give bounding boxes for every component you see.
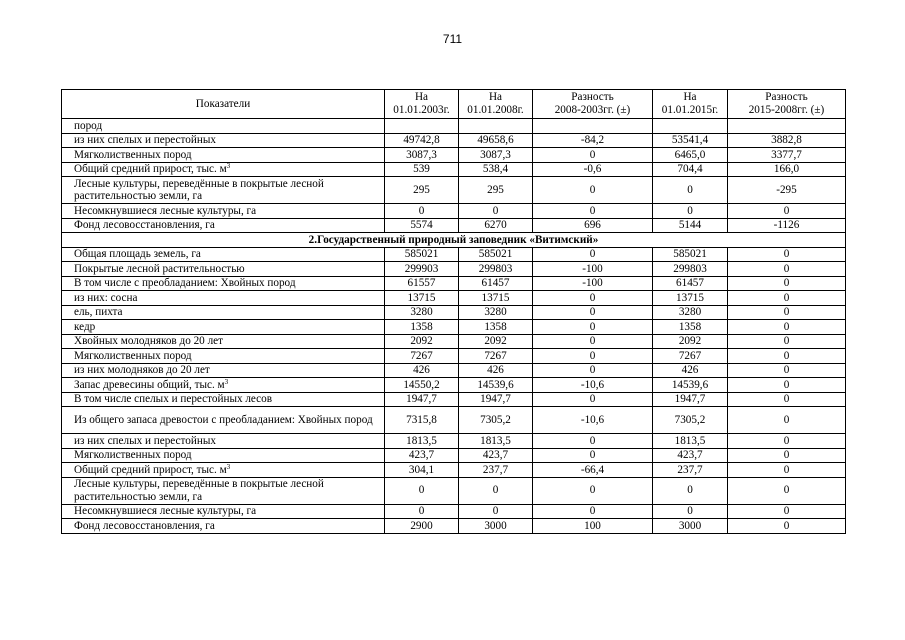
diff-2008-2003: 0 xyxy=(533,477,653,504)
diff-2015-2008: 3377,7 xyxy=(728,148,846,163)
table-row xyxy=(62,119,846,134)
row-label: В том числе спелых и перестойных лесов xyxy=(62,392,385,407)
header-2008: На 01.01.2008г. xyxy=(459,90,533,119)
table-row xyxy=(62,133,846,148)
table-row xyxy=(62,378,846,393)
value-2008: 61457 xyxy=(459,276,533,291)
diff-2015-2008: 0 xyxy=(728,363,846,378)
table-row xyxy=(62,407,846,434)
value-2003: 0 xyxy=(385,504,459,519)
value-2015: 7267 xyxy=(653,349,728,364)
diff-2008-2003: 696 xyxy=(533,218,653,233)
value-2008: 426 xyxy=(459,363,533,378)
row-label: Запас древесины общий, тыс. $м^3$ xyxy=(62,378,385,393)
value-2015: 0 xyxy=(653,204,728,219)
diff-2008-2003: -84,2 xyxy=(533,133,653,148)
row-label: Общий средний прирост, тыс. $м^3$ xyxy=(62,463,385,478)
value-2015: 704,4 xyxy=(653,162,728,177)
table-row xyxy=(62,162,846,177)
row-label: Мягколиственных пород xyxy=(62,349,385,364)
value-2008: 0 xyxy=(459,504,533,519)
row-label: В том числе с преобладанием: Хвойных пород xyxy=(62,276,385,291)
row-label: пород xyxy=(62,119,385,134)
value-2003: 0 xyxy=(385,477,459,504)
table-row xyxy=(62,434,846,449)
diff-2008-2003: -10,6 xyxy=(533,407,653,434)
value-2015: 1358 xyxy=(653,320,728,335)
row-label: Общий средний прирост, тыс. $м^3$ xyxy=(62,162,385,177)
table-row xyxy=(62,448,846,463)
table-row xyxy=(62,334,846,349)
table-row xyxy=(62,463,846,478)
row-label: Несомкнувшиеся лесные культуры, га xyxy=(62,204,385,219)
value-2008: 0 xyxy=(459,204,533,219)
value-2003: 0 xyxy=(385,204,459,219)
diff-2008-2003: -100 xyxy=(533,262,653,277)
diff-2008-2003: 0 xyxy=(533,363,653,378)
table-row xyxy=(62,276,846,291)
value-2008: 3087,3 xyxy=(459,148,533,163)
section-title: 2.Государственный природный заповедник «Витимский» xyxy=(62,233,846,248)
value-2015: 426 xyxy=(653,363,728,378)
diff-2015-2008: 0 xyxy=(728,448,846,463)
value-2008 xyxy=(459,119,533,134)
table-row xyxy=(62,477,846,504)
value-2015: 1947,7 xyxy=(653,392,728,407)
diff-2015-2008: 0 xyxy=(728,291,846,306)
row-label: из них спелых и перестойных xyxy=(62,133,385,148)
table-row xyxy=(62,392,846,407)
value-2008: 299803 xyxy=(459,262,533,277)
table-row xyxy=(62,504,846,519)
row-label: Фонд лесовосстановления, га xyxy=(62,218,385,233)
diff-2008-2003: 0 xyxy=(533,148,653,163)
value-2003: 423,7 xyxy=(385,448,459,463)
unit-superscript: 3 xyxy=(226,462,231,471)
value-2008: 585021 xyxy=(459,247,533,262)
value-2008: 49658,6 xyxy=(459,133,533,148)
value-2003: 7315,8 xyxy=(385,407,459,434)
table-row xyxy=(62,519,846,534)
value-2003: 585021 xyxy=(385,247,459,262)
value-2008: 2092 xyxy=(459,334,533,349)
header-2015: На 01.01.2015г. xyxy=(653,90,728,119)
value-2003: 2092 xyxy=(385,334,459,349)
value-2003: 3087,3 xyxy=(385,148,459,163)
value-2015: 0 xyxy=(653,177,728,204)
value-2003: 299903 xyxy=(385,262,459,277)
value-2003: 61557 xyxy=(385,276,459,291)
forest-data-table xyxy=(61,89,846,534)
diff-2015-2008: 0 xyxy=(728,463,846,478)
diff-2008-2003: 100 xyxy=(533,519,653,534)
row-label: Хвойных молодняков до 20 лет xyxy=(62,334,385,349)
value-2015: 5144 xyxy=(653,218,728,233)
row-label: из них молодняков до 20 лет xyxy=(62,363,385,378)
diff-2015-2008: 0 xyxy=(728,262,846,277)
diff-2015-2008: 3882,8 xyxy=(728,133,846,148)
value-2015: 237,7 xyxy=(653,463,728,478)
table-row xyxy=(62,177,846,204)
diff-2008-2003: -10,6 xyxy=(533,378,653,393)
table-row xyxy=(62,204,846,219)
table-row xyxy=(62,291,846,306)
value-2015: 14539,6 xyxy=(653,378,728,393)
unit-superscript: 3 xyxy=(224,377,229,386)
row-label: Лесные культуры, переведённые в покрытые лесной растительностью земли, га xyxy=(62,177,385,204)
value-2015: 423,7 xyxy=(653,448,728,463)
diff-2015-2008: 0 xyxy=(728,305,846,320)
table-row xyxy=(62,148,846,163)
value-2003: 426 xyxy=(385,363,459,378)
value-2003: 2900 xyxy=(385,519,459,534)
value-2015: 3000 xyxy=(653,519,728,534)
value-2003: 1358 xyxy=(385,320,459,335)
diff-2015-2008: 0 xyxy=(728,378,846,393)
value-2008: 3000 xyxy=(459,519,533,534)
header-diff-2015-2008: Разность 2015-2008гг. (±) xyxy=(728,90,846,119)
value-2008: 1813,5 xyxy=(459,434,533,449)
diff-2008-2003 xyxy=(533,119,653,134)
diff-2008-2003: 0 xyxy=(533,392,653,407)
diff-2015-2008: 0 xyxy=(728,334,846,349)
diff-2015-2008: 0 xyxy=(728,407,846,434)
diff-2015-2008: 0 xyxy=(728,320,846,335)
value-2015: 299803 xyxy=(653,262,728,277)
diff-2015-2008: 0 xyxy=(728,276,846,291)
diff-2015-2008: 0 xyxy=(728,519,846,534)
value-2008: 3280 xyxy=(459,305,533,320)
value-2015: 53541,4 xyxy=(653,133,728,148)
value-2008: 14539,6 xyxy=(459,378,533,393)
diff-2015-2008: 0 xyxy=(728,247,846,262)
value-2003: 13715 xyxy=(385,291,459,306)
value-2015: 1813,5 xyxy=(653,434,728,449)
value-2015 xyxy=(653,119,728,134)
diff-2008-2003: -0,6 xyxy=(533,162,653,177)
diff-2015-2008: 0 xyxy=(728,349,846,364)
value-2008: 6270 xyxy=(459,218,533,233)
row-label: Несомкнувшиеся лесные культуры, га xyxy=(62,504,385,519)
table-row xyxy=(62,247,846,262)
diff-2015-2008: 0 xyxy=(728,392,846,407)
value-2015: 7305,2 xyxy=(653,407,728,434)
diff-2015-2008: 0 xyxy=(728,204,846,219)
table-row xyxy=(62,349,846,364)
value-2015: 13715 xyxy=(653,291,728,306)
value-2008: 423,7 xyxy=(459,448,533,463)
section-row xyxy=(62,233,846,248)
row-label: из них спелых и перестойных xyxy=(62,434,385,449)
diff-2008-2003: 0 xyxy=(533,305,653,320)
header-indicator: Показатели xyxy=(62,90,385,119)
value-2008: 295 xyxy=(459,177,533,204)
value-2015: 585021 xyxy=(653,247,728,262)
unit-superscript: 3 xyxy=(226,162,231,171)
row-label: из них: сосна xyxy=(62,291,385,306)
value-2015: 0 xyxy=(653,477,728,504)
value-2015: 2092 xyxy=(653,334,728,349)
value-2003 xyxy=(385,119,459,134)
table-row xyxy=(62,320,846,335)
diff-2015-2008 xyxy=(728,119,846,134)
row-label: кедр xyxy=(62,320,385,335)
diff-2008-2003: -66,4 xyxy=(533,463,653,478)
table-row xyxy=(62,363,846,378)
value-2003: 3280 xyxy=(385,305,459,320)
value-2003: 14550,2 xyxy=(385,378,459,393)
diff-2008-2003: 0 xyxy=(533,247,653,262)
header-diff-2008-2003: Разность 2008-2003гг. (±) xyxy=(533,90,653,119)
value-2015: 3280 xyxy=(653,305,728,320)
header-2003: На 01.01.2003г. xyxy=(385,90,459,119)
value-2003: 5574 xyxy=(385,218,459,233)
value-2008: 1947,7 xyxy=(459,392,533,407)
diff-2008-2003: 0 xyxy=(533,504,653,519)
row-label: Покрытые лесной растительностью xyxy=(62,262,385,277)
diff-2008-2003: 0 xyxy=(533,448,653,463)
value-2015: 0 xyxy=(653,504,728,519)
diff-2015-2008: 0 xyxy=(728,477,846,504)
row-label: Из общего запаса древостои с преобладанием: Хвойных пород xyxy=(62,407,385,434)
header-row xyxy=(62,90,846,119)
value-2015: 6465,0 xyxy=(653,148,728,163)
row-label: ель, пихта xyxy=(62,305,385,320)
diff-2015-2008: -295 xyxy=(728,177,846,204)
value-2008: 7305,2 xyxy=(459,407,533,434)
value-2003: 295 xyxy=(385,177,459,204)
row-label: Общая площадь земель, га xyxy=(62,247,385,262)
diff-2008-2003: 0 xyxy=(533,334,653,349)
diff-2008-2003: 0 xyxy=(533,204,653,219)
value-2003: 539 xyxy=(385,162,459,177)
diff-2008-2003: 0 xyxy=(533,291,653,306)
value-2008: 538,4 xyxy=(459,162,533,177)
row-label: Мягколиственных пород xyxy=(62,148,385,163)
row-label: Лесные культуры, переведённые в покрытые лесной растительностью земли, га xyxy=(62,477,385,504)
table-row xyxy=(62,305,846,320)
value-2003: 1947,7 xyxy=(385,392,459,407)
value-2003: 1813,5 xyxy=(385,434,459,449)
value-2008: 237,7 xyxy=(459,463,533,478)
value-2003: 304,1 xyxy=(385,463,459,478)
diff-2008-2003: 0 xyxy=(533,320,653,335)
value-2015: 61457 xyxy=(653,276,728,291)
diff-2015-2008: -1126 xyxy=(728,218,846,233)
diff-2008-2003: 0 xyxy=(533,177,653,204)
table-row xyxy=(62,262,846,277)
row-label: Мягколиственных пород xyxy=(62,448,385,463)
diff-2008-2003: -100 xyxy=(533,276,653,291)
diff-2015-2008: 0 xyxy=(728,504,846,519)
value-2008: 7267 xyxy=(459,349,533,364)
value-2003: 7267 xyxy=(385,349,459,364)
value-2003: 49742,8 xyxy=(385,133,459,148)
diff-2008-2003: 0 xyxy=(533,349,653,364)
page-number: 711 xyxy=(442,32,463,46)
diff-2015-2008: 0 xyxy=(728,434,846,449)
diff-2015-2008: 166,0 xyxy=(728,162,846,177)
value-2008: 0 xyxy=(459,477,533,504)
value-2008: 13715 xyxy=(459,291,533,306)
table-row xyxy=(62,218,846,233)
value-2008: 1358 xyxy=(459,320,533,335)
diff-2008-2003: 0 xyxy=(533,434,653,449)
row-label: Фонд лесовосстановления, га xyxy=(62,519,385,534)
